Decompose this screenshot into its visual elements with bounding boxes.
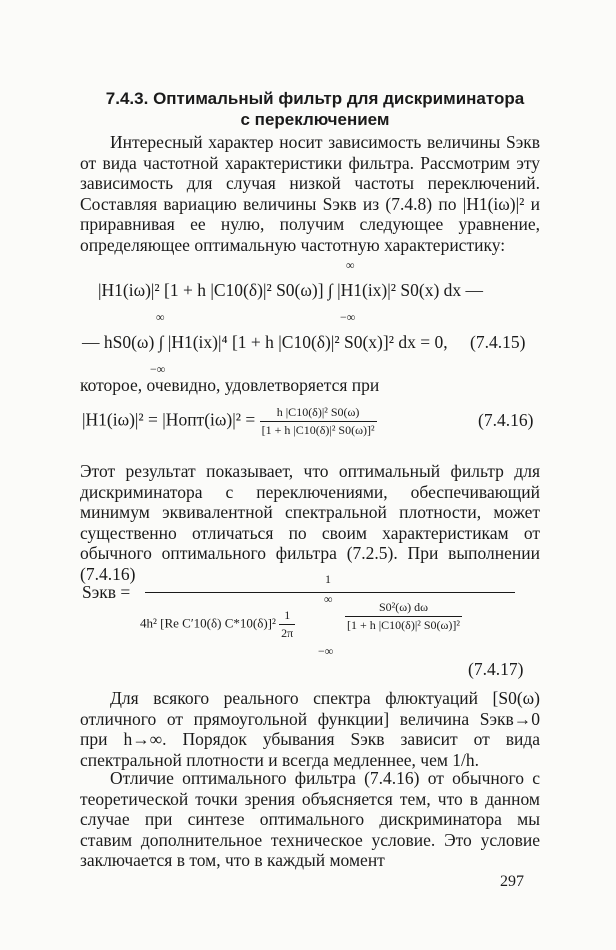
equation-7-4-16-fraction: $\frac{\text{h |C10(δ)|² S0(ω)}}{\text{[1 + h |C10(δ)|² S0(ω)]²}}$ (261, 405, 375, 437)
paragraph-3: Этот результат показывает, что оптимальный фильтр для дискриминатора с переключениями, обеспечивающий минимум эквивалентной спектральной плотности, может существенно отличаться по своим характеристикам от обычного оптимального фильтра (7.2.5). При выполнении (7.4.16) (80, 461, 540, 584)
integral-sign-2: ∞ −∞ (150, 310, 166, 376)
section-heading (80, 88, 550, 130)
section-title-line1: Оптимальный фильтр для дискриминатора (153, 89, 525, 108)
equation-number-7-4-16: (7.4.16) (478, 410, 534, 430)
equation-7-4-17-lhs: Sэкв = (82, 582, 131, 602)
section-number: 7.4.3. (105, 89, 149, 108)
paragraph-1: Интересный характер носит зависимость величины Sэкв от вида частотной характеристики фильтра. Рассмотрим эту зависимость для случая низкой частоты переключений. Составляя вариацию величины Sэкв из (7.4.8) по |H1(iω)|² и приравнивая ее нулю, получим следующее уравнение, определяющее оптимальную частотную характеристику: (80, 132, 540, 255)
page-number: 297 (500, 873, 524, 890)
paragraph-5: Отличие оптимального фильтра (7.4.16) от обычного с теоретической точки зрения объясняется тем, что в данном случае при синтезе оптимального дискриминатора мы ставим дополнительное техническое условие. Это условие заключается в том, что в каждый момент (80, 768, 540, 870)
integral-sign-1: ∞ −∞ (340, 258, 356, 324)
equation-number-7-4-17: (7.4.17) (468, 659, 524, 679)
section-title-line2: с переключением (240, 110, 390, 129)
equation-7-4-16: |H1(iω)|² = |Hопт(iω)|² = $\frac{\text{h |C10(δ)|² S0(ω)}}{\text{[1 + h |C10(δ)|² S0(ω)]²}}$ (82, 405, 375, 437)
equation-number-7-4-15: (7.4.15) (470, 332, 526, 352)
equation-7-4-17-denominator: 4h² [Re C′10(δ) C*10(δ)]² $\frac{1}{2\pi}$ (140, 608, 294, 640)
equation-7-4-15-line-1: |H1(iω)|² [1 + h |C10(δ)|² S0(ω)] ∫ |H1(ix)|² S0(x) dx — (98, 280, 484, 300)
paragraph-2: которое, очевидно, удовлетворяется при (80, 375, 380, 395)
paragraph-4: Для всякого реального спектра флюктуаций [S0(ω) отличного от прямоугольной функции] величина Sэкв→0 при h→∞. Порядок убывания Sэкв зависит от вида спектральной плотности и всегда медленнее, чем 1/h. (80, 688, 540, 770)
equation-7-4-17-numerator: 1 (325, 572, 331, 586)
equation-7-4-17-inner-fraction: $\frac{\text{S0²(ω) dω}}{\text{[1 + h |C10(δ)|² S0(ω)]²}}$ (347, 600, 460, 632)
equation-7-4-15-line-2: — hS0(ω) ∫ |H1(ix)|⁴ [1 + h |C10(δ)|² S0(x)]² dx = 0, (82, 332, 448, 352)
integral-sign-3: ∞ −∞ (318, 592, 334, 658)
